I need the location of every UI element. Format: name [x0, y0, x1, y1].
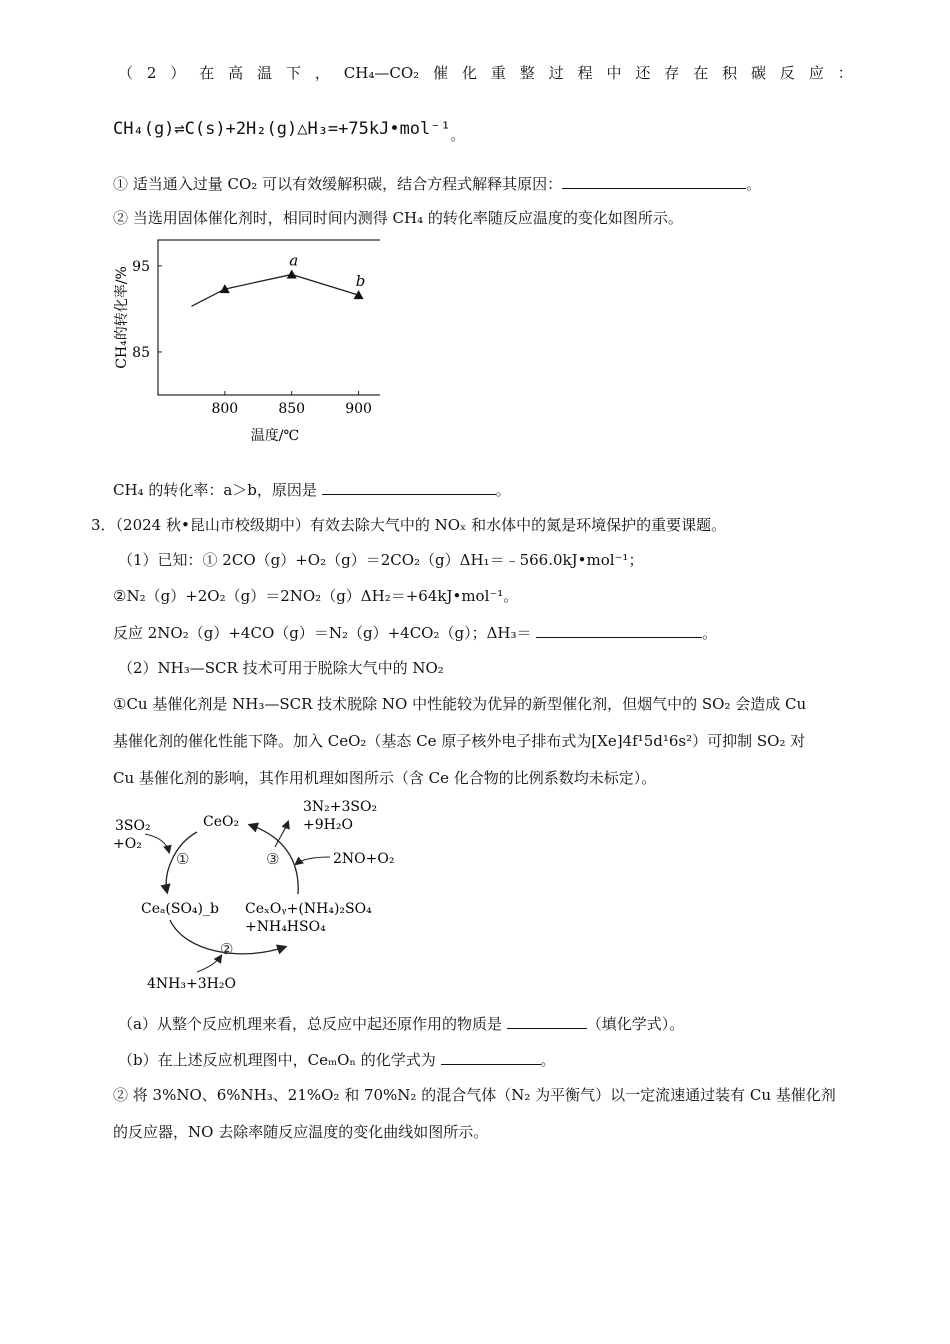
q3-target-reaction: [113, 621, 717, 644]
intro-token: 过: [548, 64, 564, 82]
step-1-marker: ①: [176, 850, 190, 868]
target-reaction-text: 反应 2NO₂（g）+4CO（g）＝N₂（g）+4CO₂（g）；ΔH₃＝: [113, 624, 532, 642]
intro-token: 温: [257, 64, 273, 82]
y-tick-label: 85: [132, 344, 150, 361]
intro-token: ）: [170, 64, 186, 82]
mechanism-diagram: [105, 792, 415, 997]
arrow-nh3-in: [197, 956, 221, 972]
intro-token: 在: [199, 64, 215, 82]
intro-token: 2: [146, 64, 157, 82]
intro-token: 在: [693, 64, 709, 82]
q3-a-end: （填化学式）。: [586, 1015, 685, 1033]
q3-a: [118, 1012, 684, 1035]
x-tick-label: 850: [278, 401, 306, 417]
point-label-a: a: [289, 251, 299, 270]
answer-blank-5[interactable]: [441, 1048, 541, 1065]
target-reaction-end: 。: [702, 624, 718, 642]
question-3-end: 。: [495, 481, 511, 499]
part2-intro-line: [118, 62, 853, 84]
intro-token: ，: [314, 64, 330, 82]
x-tick-label: 900: [345, 401, 372, 417]
q3-part2-title: （2）NH₃—SCR 技术可用于脱除大气中的 NO₂: [118, 659, 444, 677]
y-tick-label: 95: [132, 258, 150, 275]
q3-paragraph-line1: ①Cu 基催化剂是 NH₃—SCR 技术脱除 NO 中性能较为优异的新型催化剂，但烟气中的 SO₂ 会造成 Cu: [113, 695, 807, 713]
label-nh3-reactant: 4NH₃+3H₂O: [147, 976, 236, 992]
question-3-text: CH₄ 的转化率：a＞b，原因是: [113, 481, 317, 499]
equation-text: CH₄(g)⇌C(s)+2H₂(g)△H₃=+75kJ•mol⁻¹: [113, 119, 451, 139]
label-cexoy: CeₓOᵧ+(NH₄)₂SO₄: [245, 901, 372, 917]
intro-token: 反: [779, 64, 795, 82]
label-no-reactant: 2NO+O₂: [333, 851, 395, 867]
label-o2: +O₂: [113, 836, 142, 852]
label-nh4hso4: +NH₄HSO₄: [245, 919, 326, 935]
data-point-marker: [287, 269, 297, 278]
equation-ch4-decomposition: [113, 118, 464, 148]
question-2: ② 当选用固体催化剂时，相同时间内测得 CH₄ 的转化率随反应温度的变化如图所示。: [113, 209, 683, 227]
question-1-end: 。: [746, 175, 762, 193]
y-axis-label: CH₄的转化率/%: [114, 266, 130, 369]
step-3-marker: ③: [266, 850, 280, 868]
q3-b-end: 。: [540, 1051, 556, 1069]
equation-end: 。: [450, 129, 464, 144]
intro-token: 存: [664, 64, 680, 82]
intro-token: 中: [606, 64, 622, 82]
conversion-line: [191, 274, 358, 306]
q3-known-eq2: ②N₂（g）+2O₂（g）＝2NO₂（g）ΔH₂＝+64kJ•mol⁻¹。: [113, 587, 519, 605]
answer-blank-1[interactable]: [562, 172, 746, 189]
plot-frame: [158, 240, 380, 395]
intro-token: （: [118, 64, 134, 82]
intro-token: 程: [577, 64, 593, 82]
intro-token: 化: [461, 64, 477, 82]
point-label-b: b: [355, 272, 366, 291]
answer-blank-3[interactable]: [536, 621, 702, 638]
intro-token: 应: [808, 64, 824, 82]
q3-known-eq1: （1）已知：① 2CO（g）+O₂（g）＝2CO₂（g）ΔH₁＝﹣566.0kJ•mol⁻¹；: [118, 551, 644, 569]
intro-token: 催: [433, 64, 449, 82]
question-3: [113, 478, 511, 501]
conversion-chart: [100, 230, 380, 450]
intro-token: 高: [228, 64, 244, 82]
q3-intro: 3．（2024 秋•昆山市校级期中）有效去除大气中的 NOₓ 和水体中的氮是环境保护的重要课题。: [91, 516, 727, 534]
label-h2o-product: +9H₂O: [303, 817, 353, 833]
intro-token: 整: [519, 64, 535, 82]
x-tick-label: 800: [211, 401, 239, 417]
step-2-marker: ②: [220, 940, 234, 958]
q3-d-line2: 的反应器，NO 去除率随反应温度的变化曲线如图所示。: [113, 1123, 489, 1141]
arrow-no-in: [296, 857, 330, 864]
intro-token: ：: [837, 64, 853, 82]
intro-token: 还: [635, 64, 651, 82]
q3-paragraph-line3: Cu 基催化剂的影响，其作用机理如图所示（含 Ce 化合物的比例系数均未标定）。: [113, 769, 657, 787]
x-axis-label: 温度/℃: [250, 428, 300, 444]
q3-b-text: （b）在上述反应机理图中，CeₘOₙ 的化学式为: [118, 1051, 436, 1069]
intro-token: 积: [722, 64, 738, 82]
intro-token: 碳: [751, 64, 767, 82]
intro-token: CH₄—CO₂: [343, 64, 420, 82]
label-ceo2: CeO₂: [203, 814, 240, 830]
intro-token: 下: [285, 64, 301, 82]
answer-blank-2[interactable]: [322, 478, 496, 495]
intro-token: 重: [490, 64, 506, 82]
question-1-text: ① 适当通入过量 CO₂ 可以有效缓解积碳，结合方程式解释其原因：: [113, 175, 563, 193]
answer-blank-4[interactable]: [507, 1012, 587, 1029]
q3-b: [118, 1048, 556, 1071]
arrow-so2-in: [145, 834, 169, 852]
q3-a-text: （a）从整个反应机理来看，总反应中起还原作用的物质是: [118, 1015, 502, 1033]
label-n2-products: 3N₂+3SO₂: [303, 799, 378, 815]
q3-paragraph-line2: 基催化剂的催化性能下降。加入 CeO₂（基态 Ce 原子核外电子排布式为[Xe]4f¹5d¹6s²）可抑制 SO₂ 对: [113, 732, 806, 750]
label-so2: 3SO₂: [115, 818, 151, 834]
question-1: [113, 172, 761, 195]
label-cea-so4: Ceₐ(SO₄)_b: [141, 901, 219, 917]
q3-d-line1: ② 将 3%NO、6%NH₃、21%O₂ 和 70%N₂ 的混合气体（N₂ 为平衡气）以一定流速通过装有 Cu 基催化剂: [113, 1086, 836, 1104]
